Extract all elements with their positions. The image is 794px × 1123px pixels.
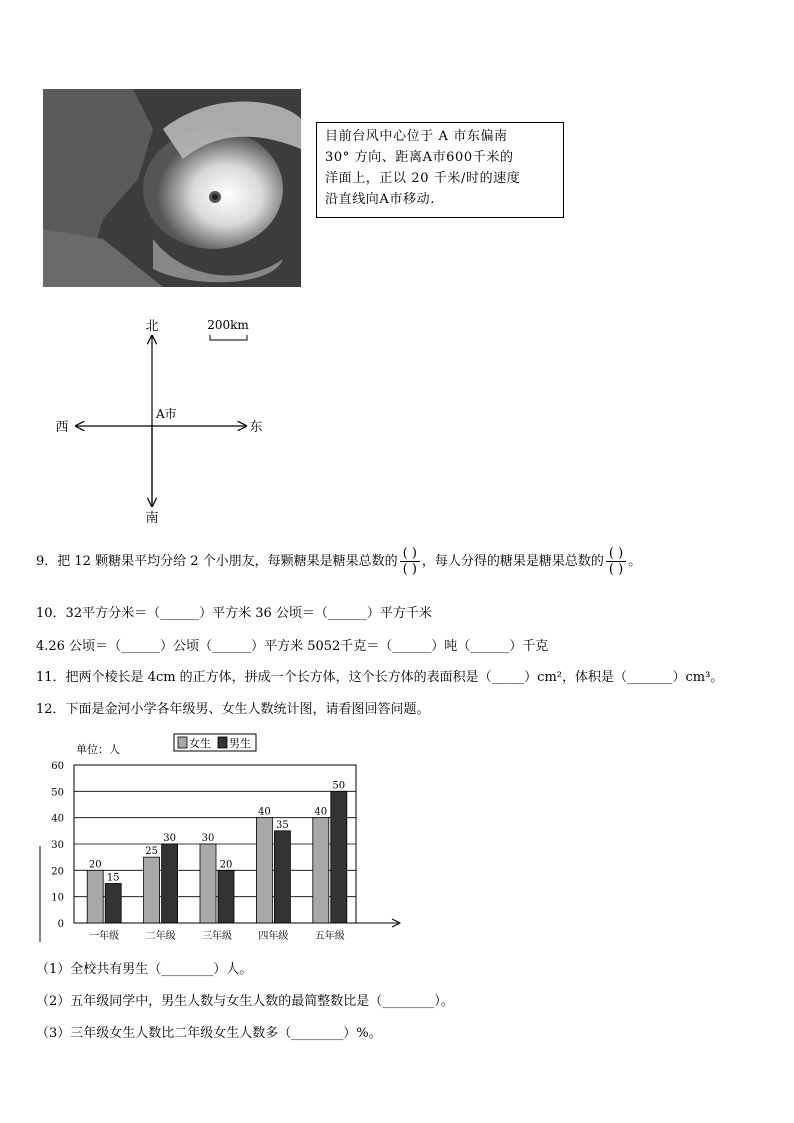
typhoon-info-box [316, 122, 564, 218]
center-label: A市 [156, 407, 177, 421]
question-11: 11．把两个棱长是 4cm 的正方体，拼成一个长方体，这个长方体的表面积是（_____）cm²，体积是（_______）cm³。 [36, 670, 724, 685]
chart-unit-label: 单位：人 [76, 743, 120, 756]
fraction-blank[interactable]: $\frac{( )}{( )}$ [606, 546, 626, 577]
legend-girls-label: 女生 [189, 737, 211, 750]
typhoon-satellite-image [43, 89, 301, 287]
bar-boys [218, 870, 234, 923]
data-label: 30 [163, 833, 176, 844]
bar-boys [274, 831, 290, 923]
question-9 [36, 546, 641, 577]
legend-boys-label: 男生 [229, 737, 251, 750]
q9-text-b: ，每人分得的糖果是糖果总数的 [421, 554, 604, 569]
y-tick-label: 50 [51, 787, 64, 799]
bar-girls [256, 818, 272, 923]
q9-text-c: 。 [628, 554, 642, 569]
data-label: 20 [88, 859, 102, 871]
chart-bars [87, 791, 347, 923]
compass-diagram [40, 310, 280, 530]
data-label: 40 [258, 806, 271, 818]
x-tick-label: 三年级 [202, 931, 232, 942]
scale-bar [210, 335, 247, 340]
bar-boys [162, 844, 178, 923]
y-tick-label: 60 [51, 761, 64, 772]
bar-boys [331, 791, 347, 923]
y-tick-label: 40 [51, 813, 64, 825]
data-label: 15 [106, 872, 120, 884]
data-label: 25 [145, 846, 158, 858]
x-tick-label: 二年级 [145, 931, 176, 942]
y-tick-label: 30 [51, 840, 64, 851]
data-label: 30 [201, 833, 215, 844]
data-label: 35 [276, 819, 289, 831]
bar-girls [87, 870, 103, 923]
question-12-sub-2: （2）五年级同学中，男生人数与女生人数的最简整数比是（________）。 [36, 994, 454, 1009]
bar-boys [105, 884, 121, 924]
bar-chart [36, 728, 406, 946]
scale-label: 200km [207, 318, 249, 332]
legend-boys-swatch [218, 737, 227, 748]
legend-girls-swatch [178, 737, 187, 748]
west-label: 西 [55, 420, 69, 435]
data-label: 40 [314, 806, 328, 818]
info-line: 沿直线向A市移动. [325, 192, 435, 207]
bar-girls [200, 844, 216, 923]
y-tick-label: 10 [51, 892, 64, 904]
question-12: 12．下面是金河小学各年级男、女生人数统计图，请看图回答问题。 [36, 702, 430, 717]
question-10-line-1: 10．32平方分米＝（______）平方米 36 公顷＝（______）平方千米 [36, 606, 432, 621]
x-tick-label: 五年级 [314, 931, 345, 942]
south-label: 南 [145, 511, 159, 526]
north-label: 北 [145, 319, 159, 334]
east-label: 东 [249, 420, 263, 435]
x-tick-label: 四年级 [258, 931, 289, 942]
q9-text-a: 9．把 12 颗糖果平均分给 2 个小朋友，每颗糖果是糖果总数的 [36, 554, 398, 569]
bar-girls [144, 857, 160, 923]
question-12-sub-1: （1）全校共有男生（________）人。 [36, 962, 253, 977]
info-line: 洋面上，正以 20 千米/时的速度 [325, 171, 521, 186]
bar-girls [313, 818, 329, 923]
y-tick-label: 20 [51, 866, 64, 878]
x-tick-label: 一年级 [89, 931, 120, 942]
info-line: 30° 方向、距离A市600千米的 [325, 150, 514, 165]
question-12-sub-3: （3）三年级女生人数比二年级女生人数多（________）%。 [36, 1026, 382, 1041]
y-tick-label: 0 [57, 919, 64, 930]
fraction-blank[interactable]: $\frac{( )}{( )}$ [400, 546, 420, 577]
data-label: 20 [219, 859, 233, 871]
info-line: 目前台风中心位于 A 市东偏南 [325, 129, 508, 144]
question-10-line-2: 4.26 公顷＝（______）公顷（______）平方米 5052千克＝（______）吨（______）千克 [36, 639, 549, 654]
data-label: 50 [332, 780, 346, 792]
